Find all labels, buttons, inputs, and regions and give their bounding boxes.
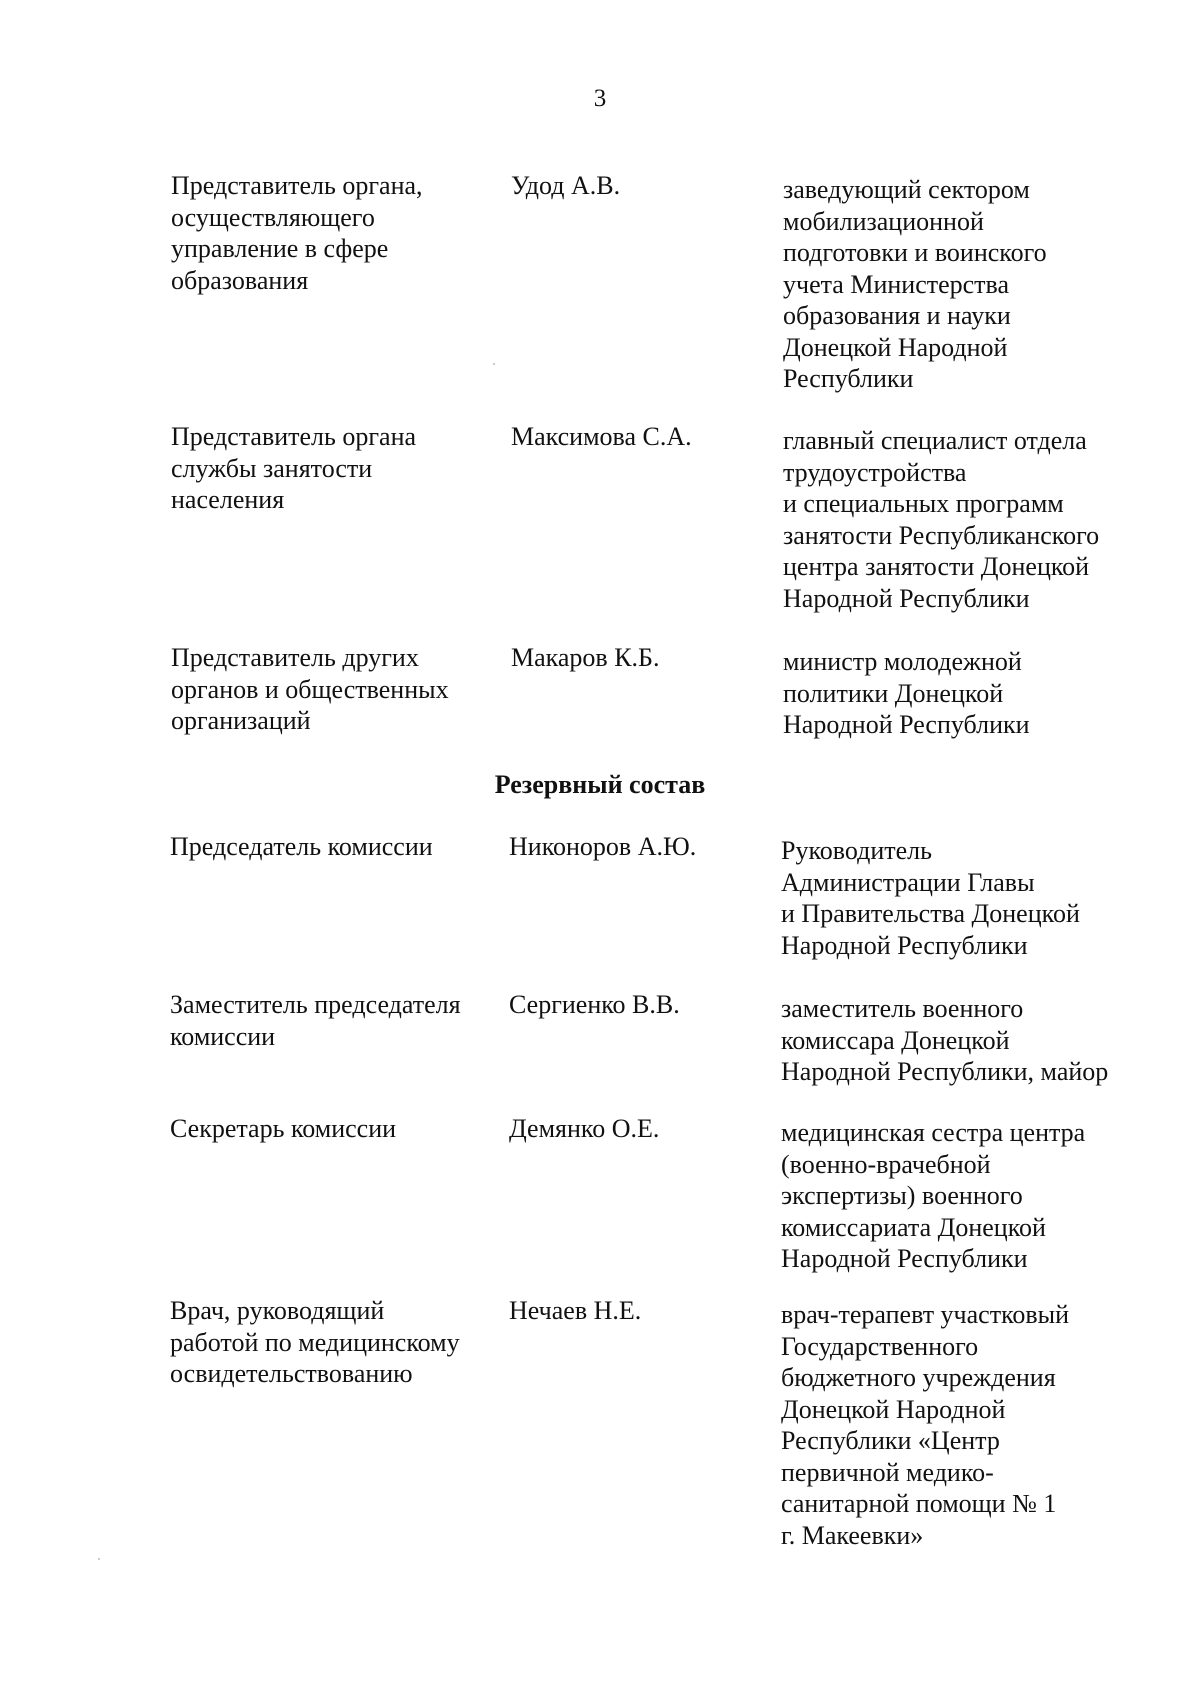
entry-position: заведующий сектором мобилизационной подготовки и воинского учета Министерства образования и науки Донецкой Народной Республики: [783, 175, 1047, 393]
entry-name: Никоноров А.Ю.: [509, 832, 697, 861]
entry-name: Нечаев Н.Е.: [509, 1296, 642, 1325]
entry-role: Представитель органа, осуществляющего управление в сфере образования: [171, 171, 423, 295]
entry-role: Заместитель председателя комиссии: [170, 990, 461, 1051]
entry-position: Руководитель Администрации Главы и Правительства Донецкой Народной Республики: [781, 836, 1080, 960]
entry-name: Удод А.В.: [511, 171, 621, 200]
entry-name: Максимова С.А.: [511, 422, 692, 451]
entry-position: главный специалист отдела трудоустройства и специальных программ занятости Республиканского центра занятости Донецкой Народной Республики: [783, 426, 1100, 613]
page-number: 3: [593, 85, 607, 112]
entry-role: Секретарь комиссии: [170, 1114, 397, 1143]
entry-position: медицинская сестра центра (военно-врачебной экспертизы) военного комиссариата Донецкой Народной Республики: [781, 1118, 1086, 1273]
entry-role: Представитель органа службы занятости населения: [171, 422, 417, 514]
entry-name: Демянко О.Е.: [509, 1114, 660, 1143]
scan-speck: [98, 1558, 100, 1560]
entry-role: Представитель других органов и общественных организаций: [171, 643, 449, 735]
scan-speck: [493, 363, 495, 365]
entry-position: врач-терапевт участковый Государственного бюджетного учреждения Донецкой Народной Республики «Центр первичной медико- санитарной помощи № 1 г. Макеевки»: [781, 1300, 1070, 1550]
entry-role: Председатель комиссии: [170, 832, 433, 861]
entry-name: Сергиенко В.В.: [509, 990, 680, 1019]
entry-position: заместитель военного комиссара Донецкой Народной Республики, майор: [781, 994, 1109, 1086]
reserve-section-heading: Резервный состав: [494, 770, 706, 799]
entry-name: Макаров К.Б.: [511, 643, 660, 672]
entry-position: министр молодежной политики Донецкой Народной Республики: [783, 647, 1030, 739]
entry-role: Врач, руководящий работой по медицинскому освидетельствованию: [170, 1296, 460, 1388]
